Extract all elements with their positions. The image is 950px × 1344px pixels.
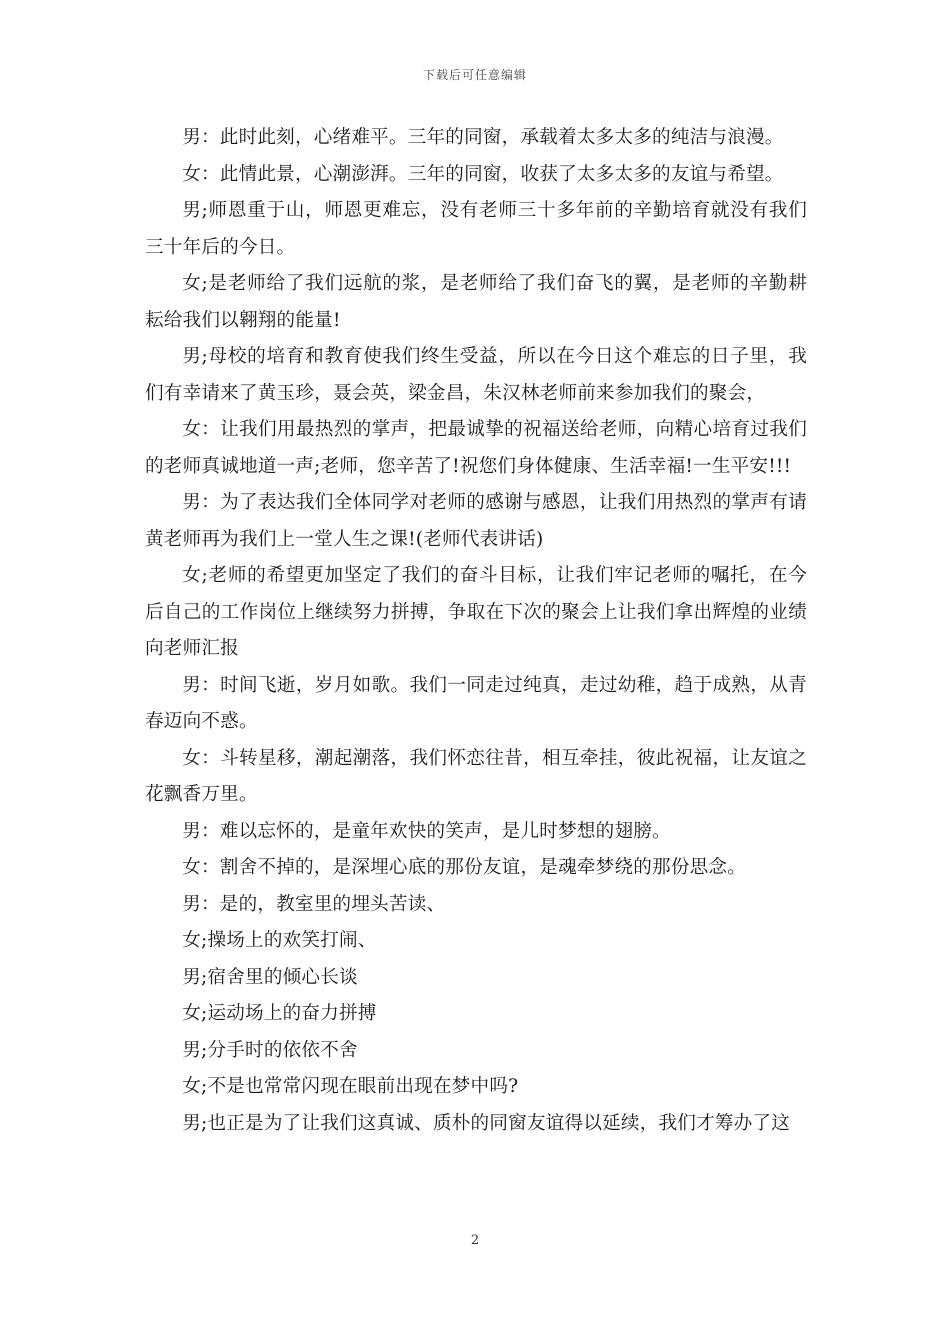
dialogue-paragraph: 女;运动场上的奋力拼搏: [182, 1003, 377, 1024]
dialogue-paragraph: 女：斗转星移，潮起潮落，我们怀恋往昔，相互牵挂，彼此祝福，让友谊之花飘香万里。: [145, 747, 807, 805]
page-number: 2: [470, 1233, 480, 1248]
dialogue-paragraph: 男;分手时的依依不舍: [182, 1039, 358, 1061]
dialogue-paragraph: 男;也正是为了让我们这真诚、质朴的同窗友谊得以延续，我们才筹办了这: [182, 1112, 791, 1134]
dialogue-paragraph: 男：此时此刻，心绪难平。三年的同窗，承载着太多太多的纯洁与浪漫。: [182, 127, 784, 148]
dialogue-paragraph: 女：割舍不掉的，是深埋心底的那份友谊，是魂牵梦绕的那份思念。: [182, 857, 747, 878]
dialogue-paragraph: 女;是老师给了我们远航的浆，是老师给了我们奋飞的翼，是老师的辛勤耕耘给我们以翱翔的能量!: [145, 273, 807, 331]
dialogue-paragraph: 男：是的，教室里的埋头苦读、: [182, 893, 446, 915]
dialogue-paragraph: 男：难以忘怀的，是童年欢快的笑声，是儿时梦想的翅膀。: [182, 820, 671, 842]
dialogue-paragraph: 男：为了表达我们全体同学对老师的感谢与感恩，让我们用热烈的掌声有请黄老师再为我们上一堂人生之课!(老师代表讲话): [145, 492, 807, 550]
dialogue-paragraph: 女：让我们用最热烈的掌声，把最诚挚的祝福送给老师，向精心培育过我们的老师真诚地道一声;老师，您辛苦了!祝您们身体健康、生活幸福!一生平安!!!: [145, 419, 807, 477]
dialogue-paragraph: 女;不是也常常闪现在眼前出现在梦中吗?: [182, 1076, 519, 1097]
document-body: [145, 120, 807, 1142]
dialogue-paragraph: 男：时间飞逝，岁月如歌。我们一同走过纯真，走过幼稚，趋于成熟，从青春迈向不惑。: [145, 674, 807, 732]
dialogue-paragraph: 男;母校的培育和教育使我们终生受益，所以在今日这个难忘的日子里，我们有幸请来了黄玉珍，聂会英，梁金昌，朱汉林老师前来参加我们的聚会，: [145, 346, 807, 404]
dialogue-paragraph: 女;操场上的欢笑打闹、: [182, 930, 377, 951]
page-header: 下载后可任意编辑: [422, 68, 527, 82]
dialogue-paragraph: 女;老师的希望更加坚定了我们的奋斗目标，让我们牢记老师的嘱托，在今后自己的工作岗位上继续努力拼搏，争取在下次的聚会上让我们拿出辉煌的业绩向老师汇报: [145, 565, 807, 659]
dialogue-paragraph: 女：此情此景，心潮澎湃。三年的同窗，收获了太多太多的友谊与希望。: [182, 163, 784, 185]
dialogue-paragraph: 男;师恩重于山，师恩更难忘，没有老师三十多年前的辛勤培育就没有我们三十年后的今日。: [145, 200, 807, 258]
dialogue-paragraph: 男;宿舍里的倾心长谈: [182, 966, 358, 988]
